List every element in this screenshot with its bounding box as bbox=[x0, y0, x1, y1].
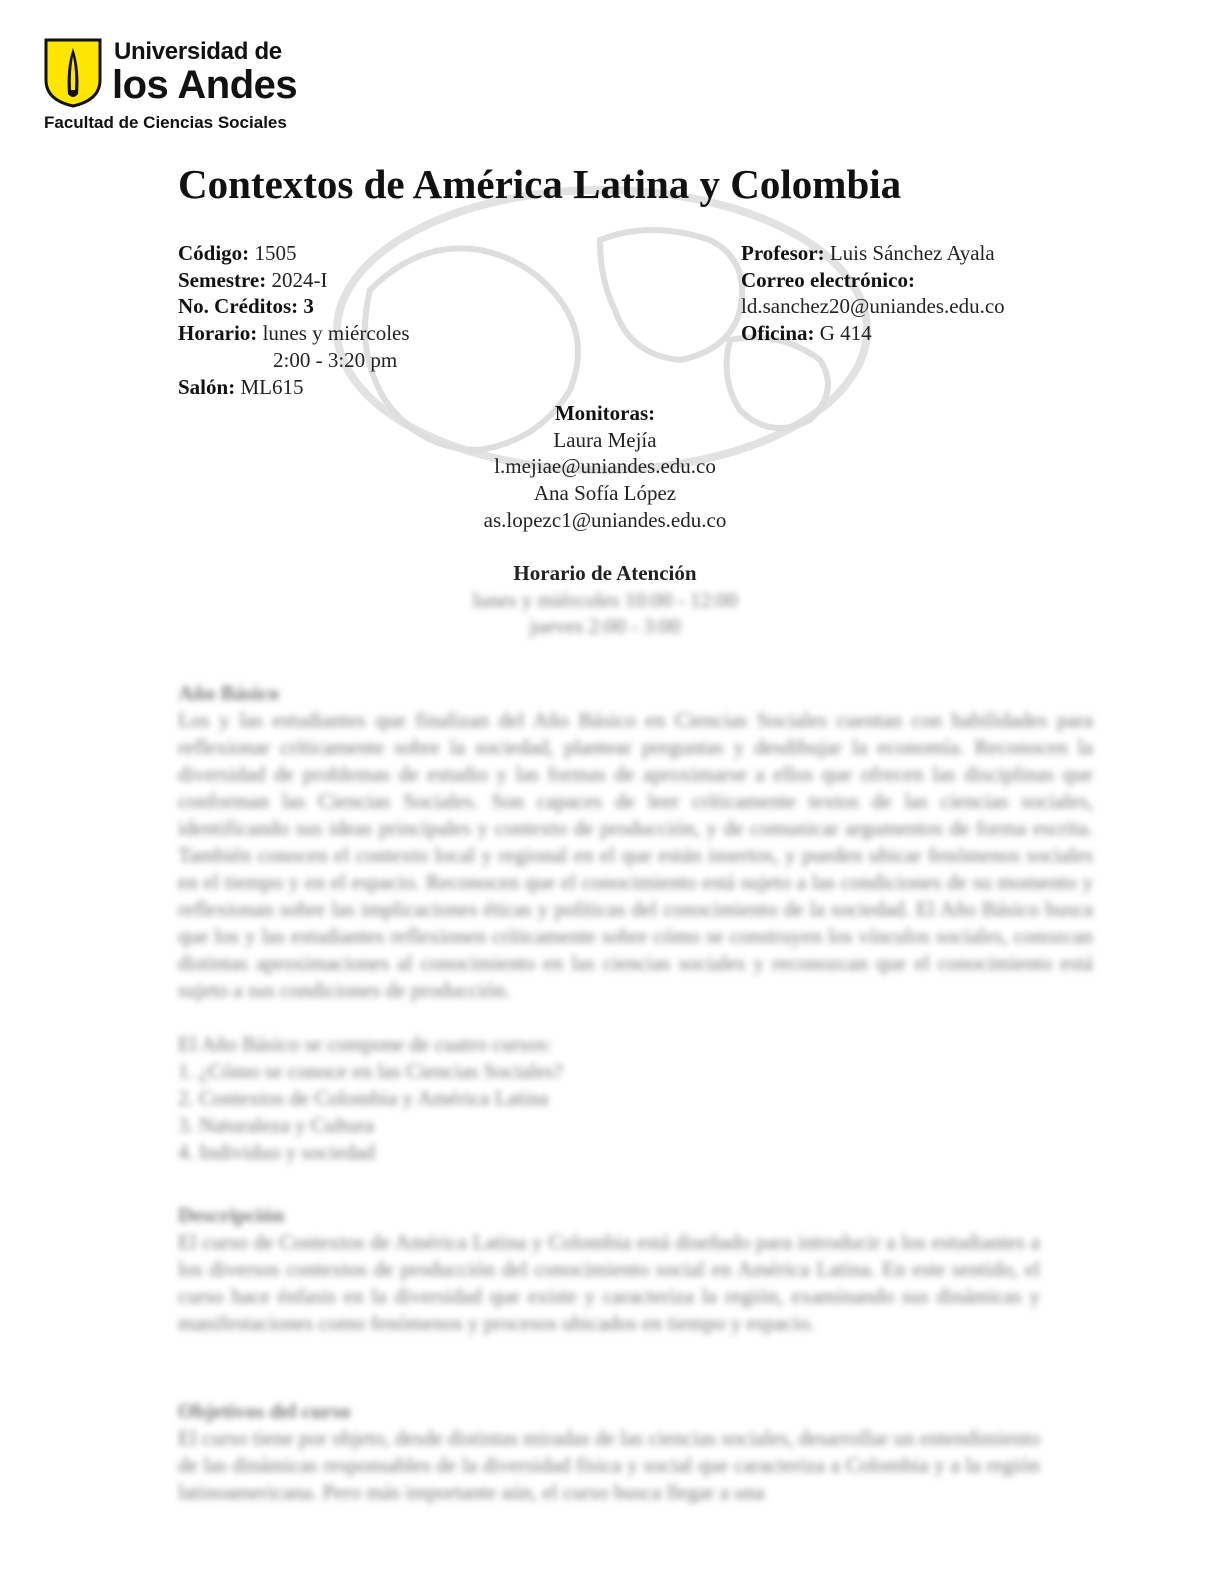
room-value: ML615 bbox=[240, 374, 304, 399]
room-row bbox=[178, 374, 410, 401]
monitor-email[interactable]: l.mejiae@uniandes.edu.co bbox=[494, 454, 716, 479]
monitor-email[interactable]: as.lopezc1@uniandes.edu.co bbox=[483, 507, 727, 532]
semester-label: Semestre: bbox=[178, 267, 267, 292]
list-item: 4. Individuo y sociedad bbox=[178, 1140, 376, 1164]
section-heading: Objetivos del curso bbox=[178, 1399, 351, 1423]
list-item: 3. Naturaleza y Cultura bbox=[178, 1113, 374, 1137]
semester-row bbox=[178, 267, 410, 294]
monitor-name: Ana Sofía López bbox=[533, 481, 677, 506]
section-objectives bbox=[178, 1398, 1040, 1510]
university-name-line1: Universidad de bbox=[114, 38, 282, 65]
schedule-row bbox=[178, 320, 410, 347]
professor-row bbox=[741, 240, 1005, 267]
course-info bbox=[178, 240, 410, 400]
room-label: Salón: bbox=[178, 374, 236, 399]
code-value: 1505 bbox=[254, 241, 297, 265]
section-body: El curso tiene por objeto, desde distintas miradas de las ciencias sociales, desarrollar un entendimiento de las dinámicas responsables de la diversidad física y social que caracteriza a Colombia y a la región latinoamericana. Pero más importante aún, el curso busca llegar a una bbox=[178, 1426, 1040, 1504]
section-heading: Año Básico bbox=[178, 681, 279, 705]
attention-line: jueves 2:00 - 3:00 bbox=[529, 614, 681, 639]
schedule-label: Horario: bbox=[178, 321, 258, 346]
email-label: Correo electrónico: bbox=[741, 267, 915, 292]
faculty-name: Facultad de Ciencias Sociales bbox=[44, 113, 287, 132]
professor-email[interactable]: ld.sanchez20@uniandes.edu.co bbox=[741, 294, 1005, 319]
course-list bbox=[178, 1058, 1093, 1166]
office-label: Oficina: bbox=[741, 321, 815, 346]
shield-icon bbox=[44, 38, 102, 108]
credits-row bbox=[178, 293, 410, 320]
section-description bbox=[178, 1202, 1040, 1337]
attention-label: Horario de Atención bbox=[513, 561, 697, 585]
professor-label: Profesor: bbox=[741, 241, 825, 265]
office-row bbox=[741, 320, 1005, 347]
credits-label: No. Créditos: 3 bbox=[178, 294, 314, 319]
semester-value: 2024-I bbox=[271, 267, 328, 292]
code-label: Código: bbox=[178, 241, 250, 265]
monitor-name: Laura Mejía bbox=[553, 427, 657, 452]
list-intro: El Año Básico se compone de cuatro cursos: bbox=[178, 1032, 552, 1056]
attention-block bbox=[305, 560, 905, 640]
list-item: 2. Contextos de Colombia y América Latina bbox=[178, 1086, 549, 1110]
section-basic-year bbox=[178, 680, 1093, 1166]
office-value: G 414 bbox=[819, 321, 872, 346]
section-body: Los y las estudiantes que finalizan del Año Básico en Ciencias Sociales cuentan con habilidades para reflexionar críticamente sobre la sociedad, plantear preguntas y desdibujar la economía. Reconocen la diversidad de problemas de estudio y las formas de aproximarse a ellos que ofrecen las disciplinas que conforman las Ciencias Sociales. Son capaces de leer críticamente textos de las ciencias sociales, identificando sus ideas principales y contexto de producción, y de comunicar argumentos de forma escrita. También conocen el contexto local y regional en el que están insertos, y pueden ubicar fenómenos sociales en el tiempo y en el espacio. Reconocen que el conocimiento está sujeto a las condiciones de su momento y reflexionan sobre las implicaciones éticas y políticas del conocimiento de la sociedad. El Año Básico busca que los y las estudiantes reflexionen críticamente sobre cómo se construyen los vínculos sociales, conozcan distintas aproximaciones al conocimiento en las ciencias sociales y reconozcan que el conocimiento está sujeto a sus condiciones de producción. bbox=[178, 708, 1093, 1002]
section-heading: Descripción bbox=[178, 1203, 285, 1227]
university-name-line2: los Andes bbox=[112, 63, 298, 107]
course-title: Contextos de América Latina y Colombia bbox=[178, 161, 902, 207]
list-item: 1. ¿Cómo se conoce en las Ciencias Sociales? bbox=[178, 1059, 563, 1083]
code-row bbox=[178, 240, 410, 267]
schedule-days: lunes y miércoles bbox=[262, 321, 410, 346]
monitors-block bbox=[305, 400, 905, 534]
schedule-time: 2:00 - 3:20 pm bbox=[273, 347, 398, 372]
monitors-label: Monitoras: bbox=[554, 401, 656, 425]
attention-line: lunes y miércoles 10:00 - 12:00 bbox=[472, 587, 738, 612]
professor-info bbox=[741, 240, 1005, 347]
email-label-row bbox=[741, 267, 1005, 294]
section-body: El curso de Contextos de América Latina y Colombia está diseñado para introducir a los estudiantes a los diversos contextos de producción del conocimiento social en América Latina. En este sentido, el curso hace énfasis en la diversidad que existe y caracteriza la región, examinando sus dinámicas y manifestaciones como fenómenos y procesos ubicados en tiempo y espacio. bbox=[178, 1230, 1040, 1335]
professor-name: Luis Sánchez Ayala bbox=[829, 241, 995, 265]
university-logo bbox=[44, 38, 304, 138]
